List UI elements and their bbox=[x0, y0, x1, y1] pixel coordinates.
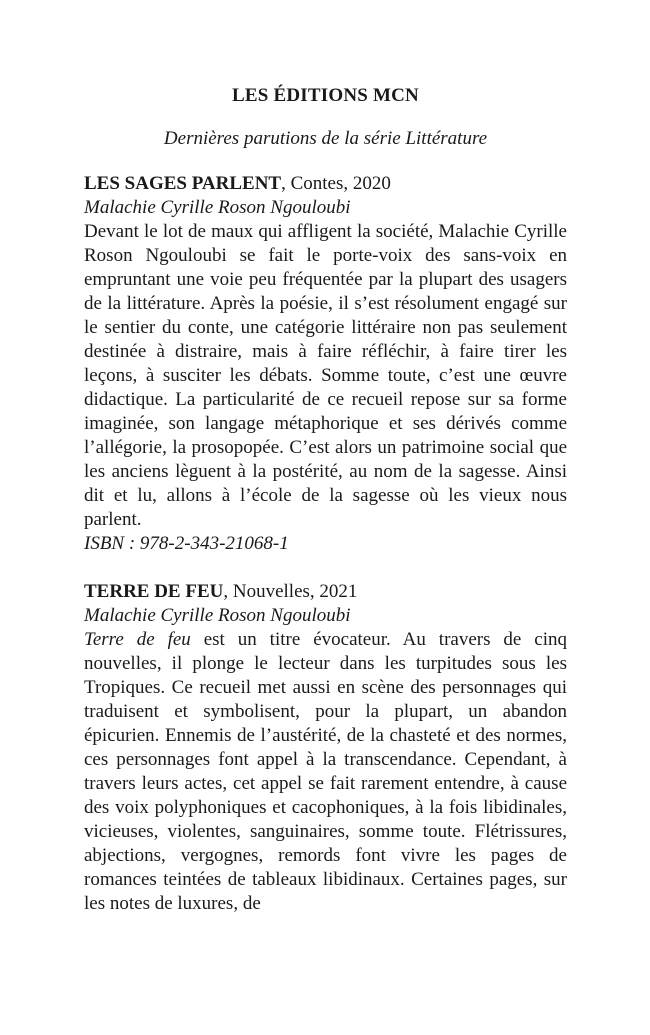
book-description-emphasis: Terre de feu bbox=[84, 629, 191, 650]
book-isbn: ISBN : 978-2-343-21068-1 bbox=[84, 533, 289, 554]
book-description-text: est un titre évocateur. Au travers de cinq nouvelles, il plonge le lecteur dans les turpitudes sous les Tropiques. Ce recueil met aussi en scène des personnages qui traduisent et symbolisent, pour la plupart, un abandon épicurien. Ennemis de l’austérité, de la chasteté et des normes, ces personnages font appel à la transcendance. Cependant, à travers leurs actes, cet appel se fait rarement entendre, à cause des voix polyphoniques et cacophoniques, à la fois libidinales, vicieuses, violentes, sanguinaires, somme toute. Flétrissures, abjections, vergognes, remords font vivre les pages de romances teintées de tableaux libidinaux. Certaines pages, sur les notes de luxures, de bbox=[84, 629, 567, 914]
book-genre-year: , Nouvelles, 2021 bbox=[223, 581, 358, 602]
book-description-text: Devant le lot de maux qui affligent la société, Malachie Cyrille Roson Ngouloubi se fait le porte-voix des sans-voix en empruntant une voie peu fréquentée par la plupart des usagers de la littérature. Après la poésie, il s’est résolument engagé sur le sentier du conte, une catégorie littéraire non pas seulement destinée à distraire, mais à faire réfléchir, à faire tirer les leçons, à susciter les débats. Somme toute, c’est une œuvre didactique. La particularité de ce recueil repose sur sa forme imaginée, son langage métaphorique et ses dérivés comme l’allégorie, la prosopopée. C’est alors un patrimoine social que les anciens lèguent à la postérité, au nom de la sagesse. Ainsi dit et lu, allons à l’école de la sagesse où les vieux nous parlent. bbox=[84, 221, 567, 530]
book-heading bbox=[84, 172, 567, 196]
book-title: LES SAGES PARLENT bbox=[84, 173, 282, 194]
series-subtitle: Dernières parutions de la série Littérature bbox=[163, 128, 488, 149]
book-heading bbox=[84, 580, 567, 604]
book-author: Malachie Cyrille Roson Ngouloubi bbox=[84, 197, 351, 218]
book-description bbox=[84, 628, 567, 916]
catalog-page bbox=[84, 84, 567, 916]
book-entry-terre-de-feu bbox=[84, 580, 567, 916]
publisher-heading: LES ÉDITIONS MCN bbox=[232, 85, 419, 106]
book-entry-les-sages-parlent bbox=[84, 172, 567, 556]
book-title: TERRE DE FEU bbox=[84, 581, 224, 602]
book-author: Malachie Cyrille Roson Ngouloubi bbox=[84, 605, 351, 626]
book-genre-year: , Contes, 2020 bbox=[281, 173, 391, 194]
book-description bbox=[84, 220, 567, 532]
